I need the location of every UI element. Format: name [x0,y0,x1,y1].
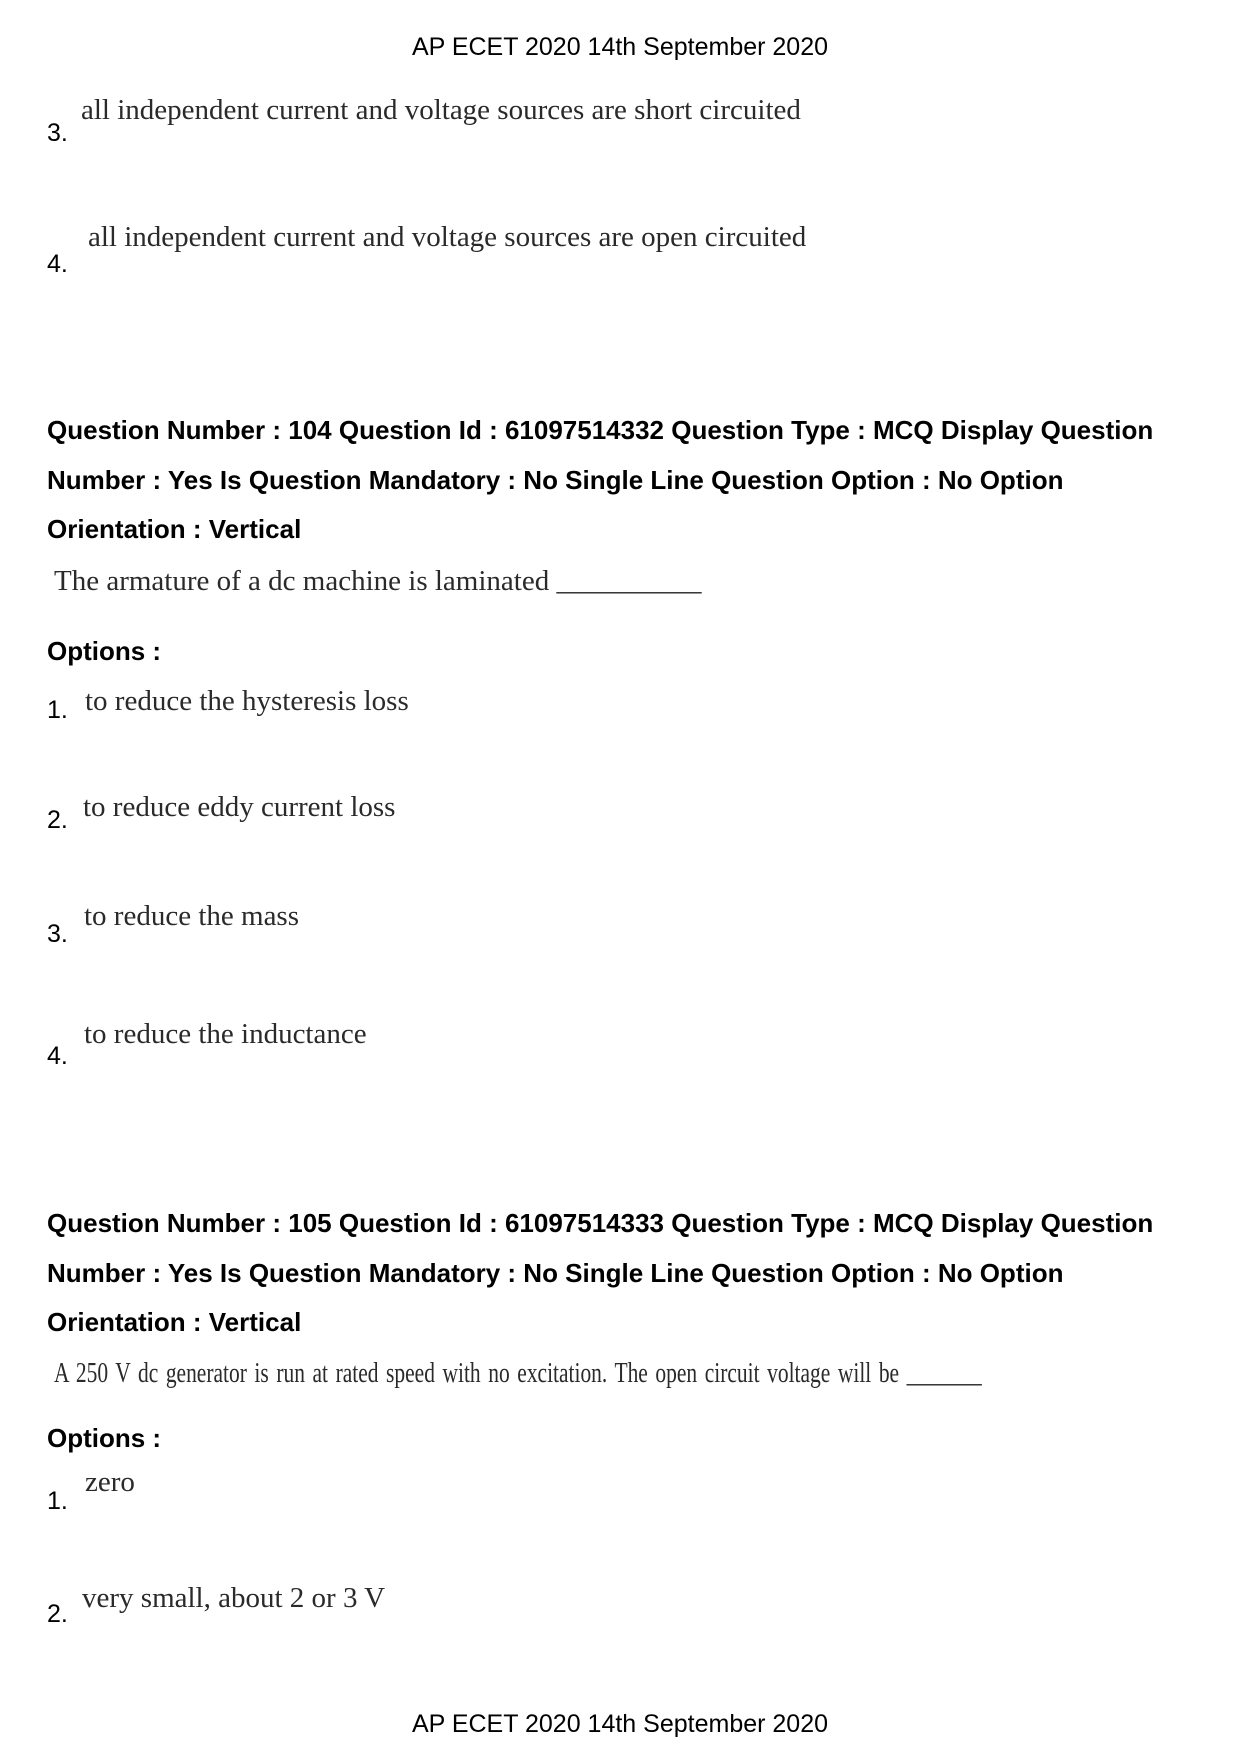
option-number: 3. [47,119,68,147]
option-number: 1. [47,696,68,724]
option-number: 4. [47,1042,68,1070]
question-meta [47,1199,1153,1348]
question-text: The armature of a dc machine is laminated __________ [54,565,702,597]
option-number: 2. [47,1600,68,1628]
option-number: 1. [47,1487,68,1515]
options-label: Options : [47,636,162,666]
option-number: 2. [47,806,68,834]
option-text: to reduce eddy current loss [83,791,396,823]
option-text: to reduce the hysteresis loss [85,685,409,717]
option-text: to reduce the inductance [84,1018,367,1050]
option-number: 3. [47,920,68,948]
option-text: all independent current and voltage sources are short circuited [81,94,801,126]
question-meta-line: Orientation : Vertical [47,514,302,544]
option-text: to reduce the mass [84,900,300,932]
option-text: zero [85,1466,135,1498]
question-meta [47,406,1153,555]
question-text: A 250 V dc generator is run at rated speed with no excitation. The open circuit voltage will be _______ [54,1357,982,1389]
question-meta-line: Orientation : Vertical [47,1307,302,1337]
question-meta-line: Question Number : 105 Question Id : 61097514333 Question Type : MCQ Display Question [47,1208,1154,1238]
options-label: Options : [47,1423,162,1453]
page-header: AP ECET 2020 14th September 2020 [411,33,829,61]
question-meta-line: Number : Yes Is Question Mandatory : No Single Line Question Option : No Option [47,464,1064,495]
question-meta-line: Question Number : 104 Question Id : 61097514332 Question Type : MCQ Display Question [47,415,1154,445]
page-footer: AP ECET 2020 14th September 2020 [411,1710,829,1738]
option-number: 4. [47,250,68,278]
option-text: all independent current and voltage sources are open circuited [88,221,807,253]
option-text: very small, about 2 or 3 V [82,1582,386,1614]
question-meta-line: Number : Yes Is Question Mandatory : No Single Line Question Option : No Option [47,1257,1064,1288]
